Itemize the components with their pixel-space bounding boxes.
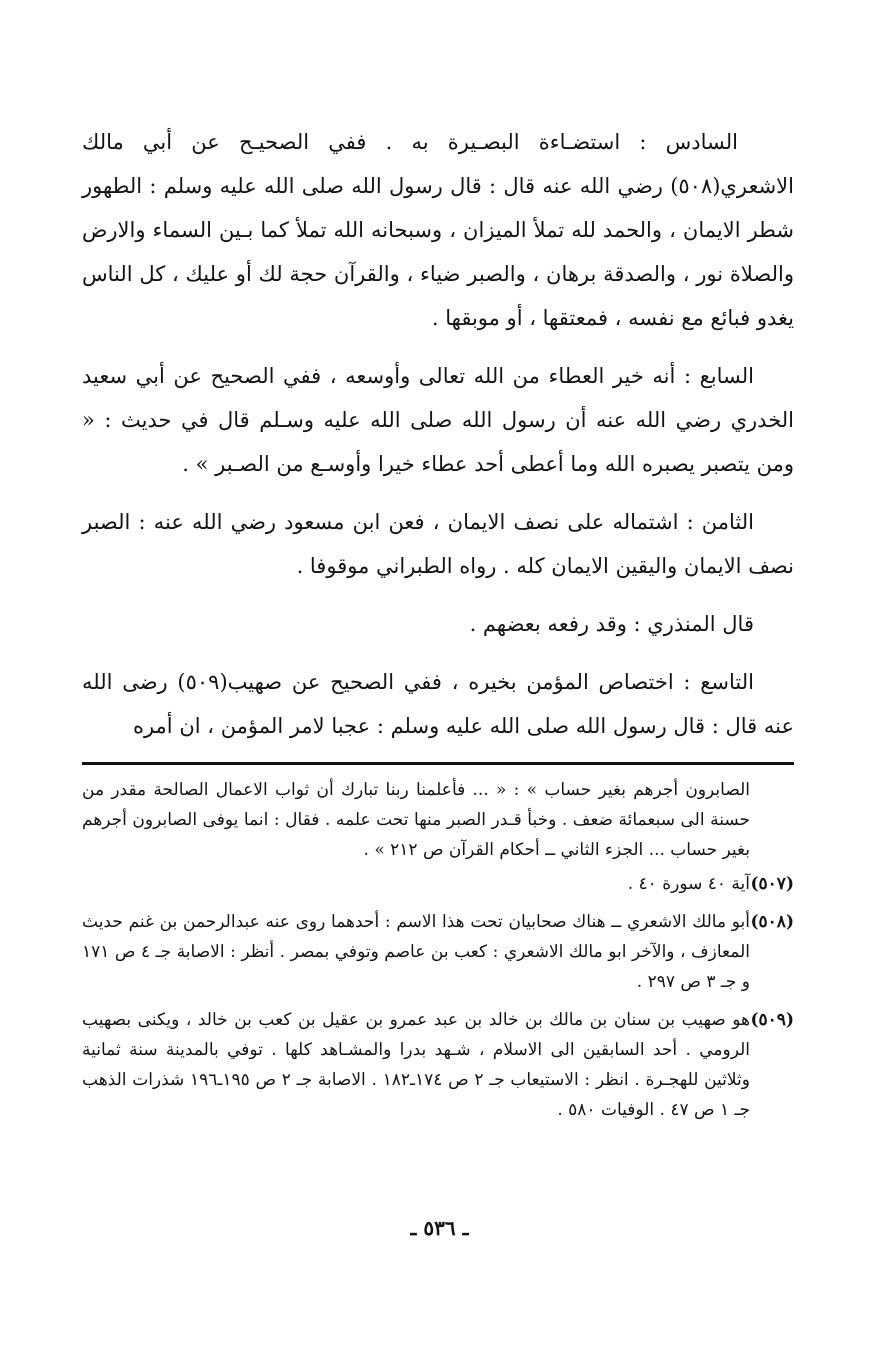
paragraph-mundhiri: قال المنذري : وقد رفعه بعضهم . (469, 612, 754, 636)
footnote-text: هو صهيب بن سنان بن مالك بن خالد بن عبد عمرو بن عقيل بن كعب بن خالد ، ويكنى بصهيب الرومي . أحد السابقين الى الاسلام ، شـهد بدرا والمشـاهد كلها . توفي بالمدينة سنة ثمانية وثلاثين للهجـرة . انظر : الاستيعاب جـ ٢ ص ١٧٤ـ١٨٢ . الاصابة جـ ٢ ص ١٩٥ـ١٩٦ شذرات الذهب جـ ١ ص ٤٧ . الوفيات ٥٨٠ . (82, 1010, 750, 1120)
footnote-divider (82, 762, 794, 765)
paragraph-sixth: السادس : استضـاءة البصـيرة به . ففي الصحيـح عن أبي مالك الاشعري(٥٠٨) رضي الله عنه قال : قال رسول الله صلى الله عليه وسلم : الطهور شطر الايمان ، والحمد لله تملأ الميزان ، وسبحانه الله تملأ كما بـين السماء والارض والصلاة نور ، والصدقة برهان ، والصبر ضياء ، والقرآن حجة لك أو عليك ، كل الناس يغدو فبائع مع نفسه ، فمعتقها ، أو موبقها . (82, 130, 794, 330)
footnote-number: (٥٠٧) (750, 874, 794, 894)
paragraph-seventh: السابع : أنه خير العطاء من الله تعالى وأوسعه ، ففي الصحيح عن أبي سعيد الخدري رضي الله عنه أن رسول الله صلى الله عليه وسـلم قال في حديث : « ومن يتصبر يصبره الله وما أعطى أحد عطاء خيرا وأوسـع من الصـبر » . (82, 364, 794, 476)
footnote-text: آية ٤٠ سورة ٤٠ . (627, 874, 750, 894)
paragraph-eighth: الثامن : اشتماله على نصف الايمان ، فعن ابن مسعود رضي الله عنه : الصبر نصف الايمان واليقين الايمان كله . رواه الطبراني موقوفا . (82, 510, 794, 578)
footnote-507 (82, 869, 794, 899)
footnote-continuation: الصابرون أجرهم بغير حساب » : « ... فأعلمنا ربنا تبارك أن ثواب الاعمال الصالحة مقدر من حسنة الى سبعمائة ضعف . وخبأ قـدر الصبر منها تحت علمه . فقال : انما يوفى الصابرون أجرهم بغير حساب ... الجزء الثاني ــ أحكام القرآن ص ٢١٢ » . (82, 780, 750, 860)
book-page (82, 120, 794, 1133)
footnote-509 (82, 1005, 794, 1125)
main-text (82, 120, 794, 748)
footnotes (82, 775, 794, 1125)
footnote-number: (٥٠٩) (750, 1010, 794, 1030)
footnote-508 (82, 907, 794, 997)
paragraph-ninth: التاسع : اختصاص المؤمن بخيره ، ففي الصحيح عن صهيب(٥٠٩) رضى الله عنه قال : قال رسول الله صلى الله عليه وسلم : عجبا لامر المؤمن ، ان أمره (82, 670, 794, 738)
footnote-number: (٥٠٨) (750, 912, 794, 932)
page-number: ـ ٥٣٦ ـ (410, 1216, 469, 1240)
footnote-text: أبو مالك الاشعري ــ هناك صحابيان تحت هذا الاسم : أحدهما روى عنه عبدالرحمن بن غنم حديث المعازف ، والآخر ابو مالك الاشعري : كعب بن عاصم وتوفي بمصر . أنظر : الاصابة جـ ٤ ص ١٧١ و جـ ٣ ص ٢٩٧ . (82, 912, 750, 992)
